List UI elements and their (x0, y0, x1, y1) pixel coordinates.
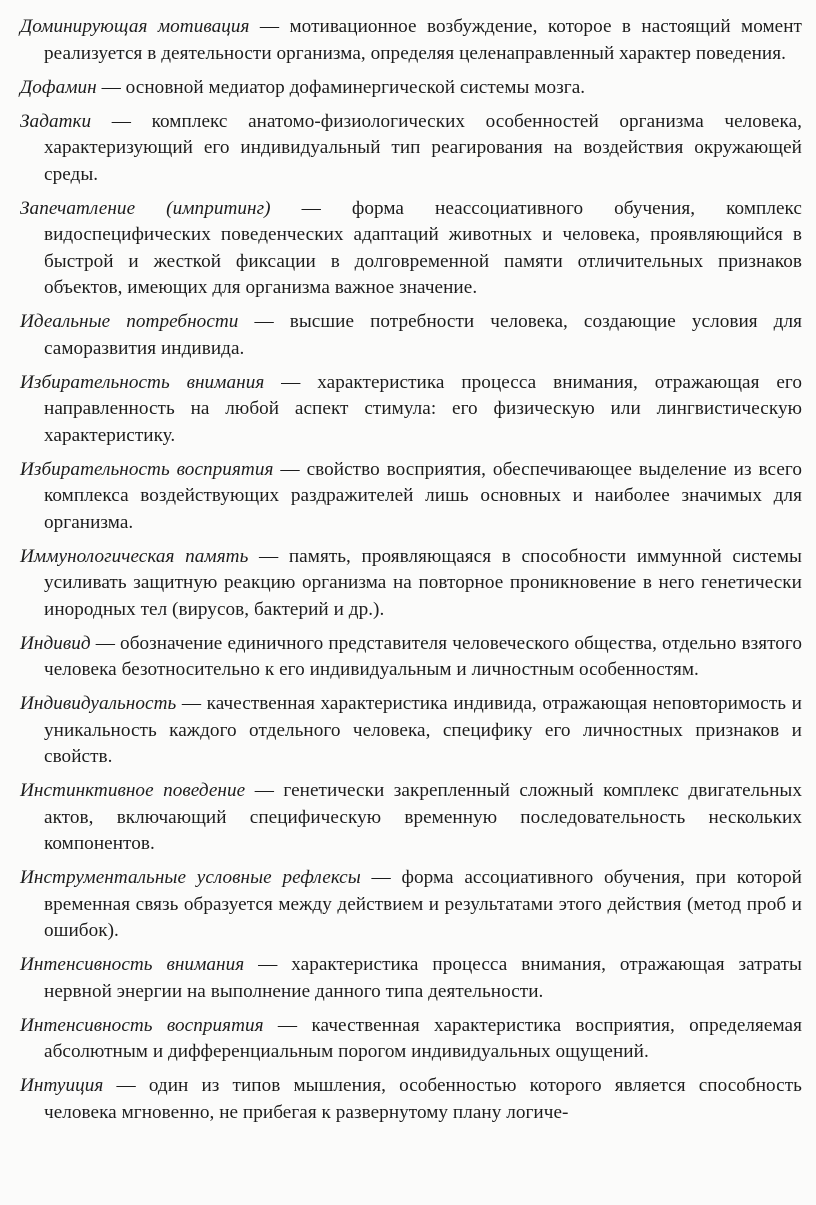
glossary-entry (20, 1013, 802, 1066)
glossary-term: Идеальные потребности (20, 311, 239, 332)
glossary-definition: — генетически закрепленный сложный комплекс двигательных актов, включающий специфическую временную последовательность нескольких компонентов. (44, 780, 802, 854)
glossary-definition: — качественная характеристика восприятия, определяемая абсолютным и дифференциальным порогом индивидуальных ощущений. (44, 1014, 802, 1062)
glossary-entry (20, 370, 802, 450)
glossary-entry (20, 778, 802, 858)
glossary-definition: — высшие потребности человека, создающие условия для саморазвития индивида. (44, 311, 802, 359)
glossary-entry (20, 631, 802, 684)
glossary-entry (20, 952, 802, 1005)
glossary-entry (20, 196, 802, 302)
glossary-term: Избирательность восприятия (20, 458, 274, 480)
glossary-term: Доминирующая мотивация (20, 16, 250, 37)
glossary-term: Инстинктивное поведение (20, 780, 246, 801)
glossary-entry (20, 109, 802, 189)
glossary-definition: — форма ассоциативного обучения, при которой временная связь образуется между действием и результатами этого действия (метод проб и ошибок). (44, 867, 802, 941)
glossary-term: Задатки (20, 110, 92, 132)
glossary-definition: — свойство восприятия, обеспечивающее выделение из всего комплекса воздействующих раздражителей лишь основных и наиболее значимых для организма. (44, 458, 802, 533)
glossary-entry (20, 1073, 802, 1126)
glossary-entry (20, 75, 802, 102)
glossary-definition: — комплекс анатомо-физиологических особенностей организма человека, характеризующий его индивидуальный тип реагирования на воздействия окружающей среды. (44, 110, 802, 185)
glossary-term: Интуиция (20, 1075, 104, 1096)
glossary-term: Запечатление (импритинг) (20, 197, 271, 219)
glossary-definition: — характеристика процесса внимания, отражающая его направленность на любой аспект стимула: его физическую или лингвистическую характеристику. (44, 371, 802, 446)
glossary-entry (20, 865, 802, 945)
glossary-entry (20, 691, 802, 771)
glossary-entry (20, 544, 802, 624)
glossary-entry (20, 14, 802, 67)
glossary-definition: — память, проявляющаяся в способности иммунной системы усиливать защитную реакцию организма на повторное проникновение в него генетически инородных тел (вирусов, бактерий и др.). (44, 545, 802, 620)
glossary-definition: — основной медиатор дофаминергической системы мозга. (96, 76, 586, 98)
glossary-term: Индивидуальность (20, 693, 177, 714)
glossary-definition: — обозначение единичного представителя человеческого общества, отдельно взятого человека безотносительно к его индивидуальным и личностным особенностям. (44, 632, 802, 680)
glossary-term: Избирательность внимания (20, 371, 265, 393)
glossary-entry (20, 309, 802, 362)
glossary-definition: — один из типов мышления, особенностью которого является способность человека мгновенно, не прибегая к развернутому плану логиче- (44, 1075, 802, 1123)
glossary-term: Интенсивность внимания (20, 954, 245, 975)
glossary-definition: — форма неассоциативного обучения, комплекс видоспецифических поведенческих адаптаций животных и человека, проявляющийся в быстрой и жесткой фиксации в долговременной памяти отличительных признаков объектов, имеющих для организма важное значение. (44, 197, 802, 298)
glossary-term: Интенсивность восприятия (20, 1014, 264, 1036)
glossary-entry (20, 457, 802, 537)
glossary-term: Индивид (20, 632, 91, 654)
glossary-term: Дофамин (20, 76, 97, 98)
glossary-definition: — характеристика процесса внимания, отражающая затраты нервной энергии на выполнение данного типа деятельности. (44, 954, 802, 1002)
glossary-term: Иммунологическая память (20, 545, 249, 567)
glossary-list (20, 14, 802, 1126)
glossary-definition: — мотивационное возбуждение, которое в настоящий момент реализуется в деятельности организма, определяя целенаправленный характер поведения. (44, 16, 802, 64)
glossary-term: Инструментальные условные рефлексы (20, 867, 361, 888)
glossary-definition: — качественная характеристика индивида, отражающая неповторимость и уникальность каждого отдельного человека, специфику его личностных признаков и свойств. (44, 693, 802, 767)
